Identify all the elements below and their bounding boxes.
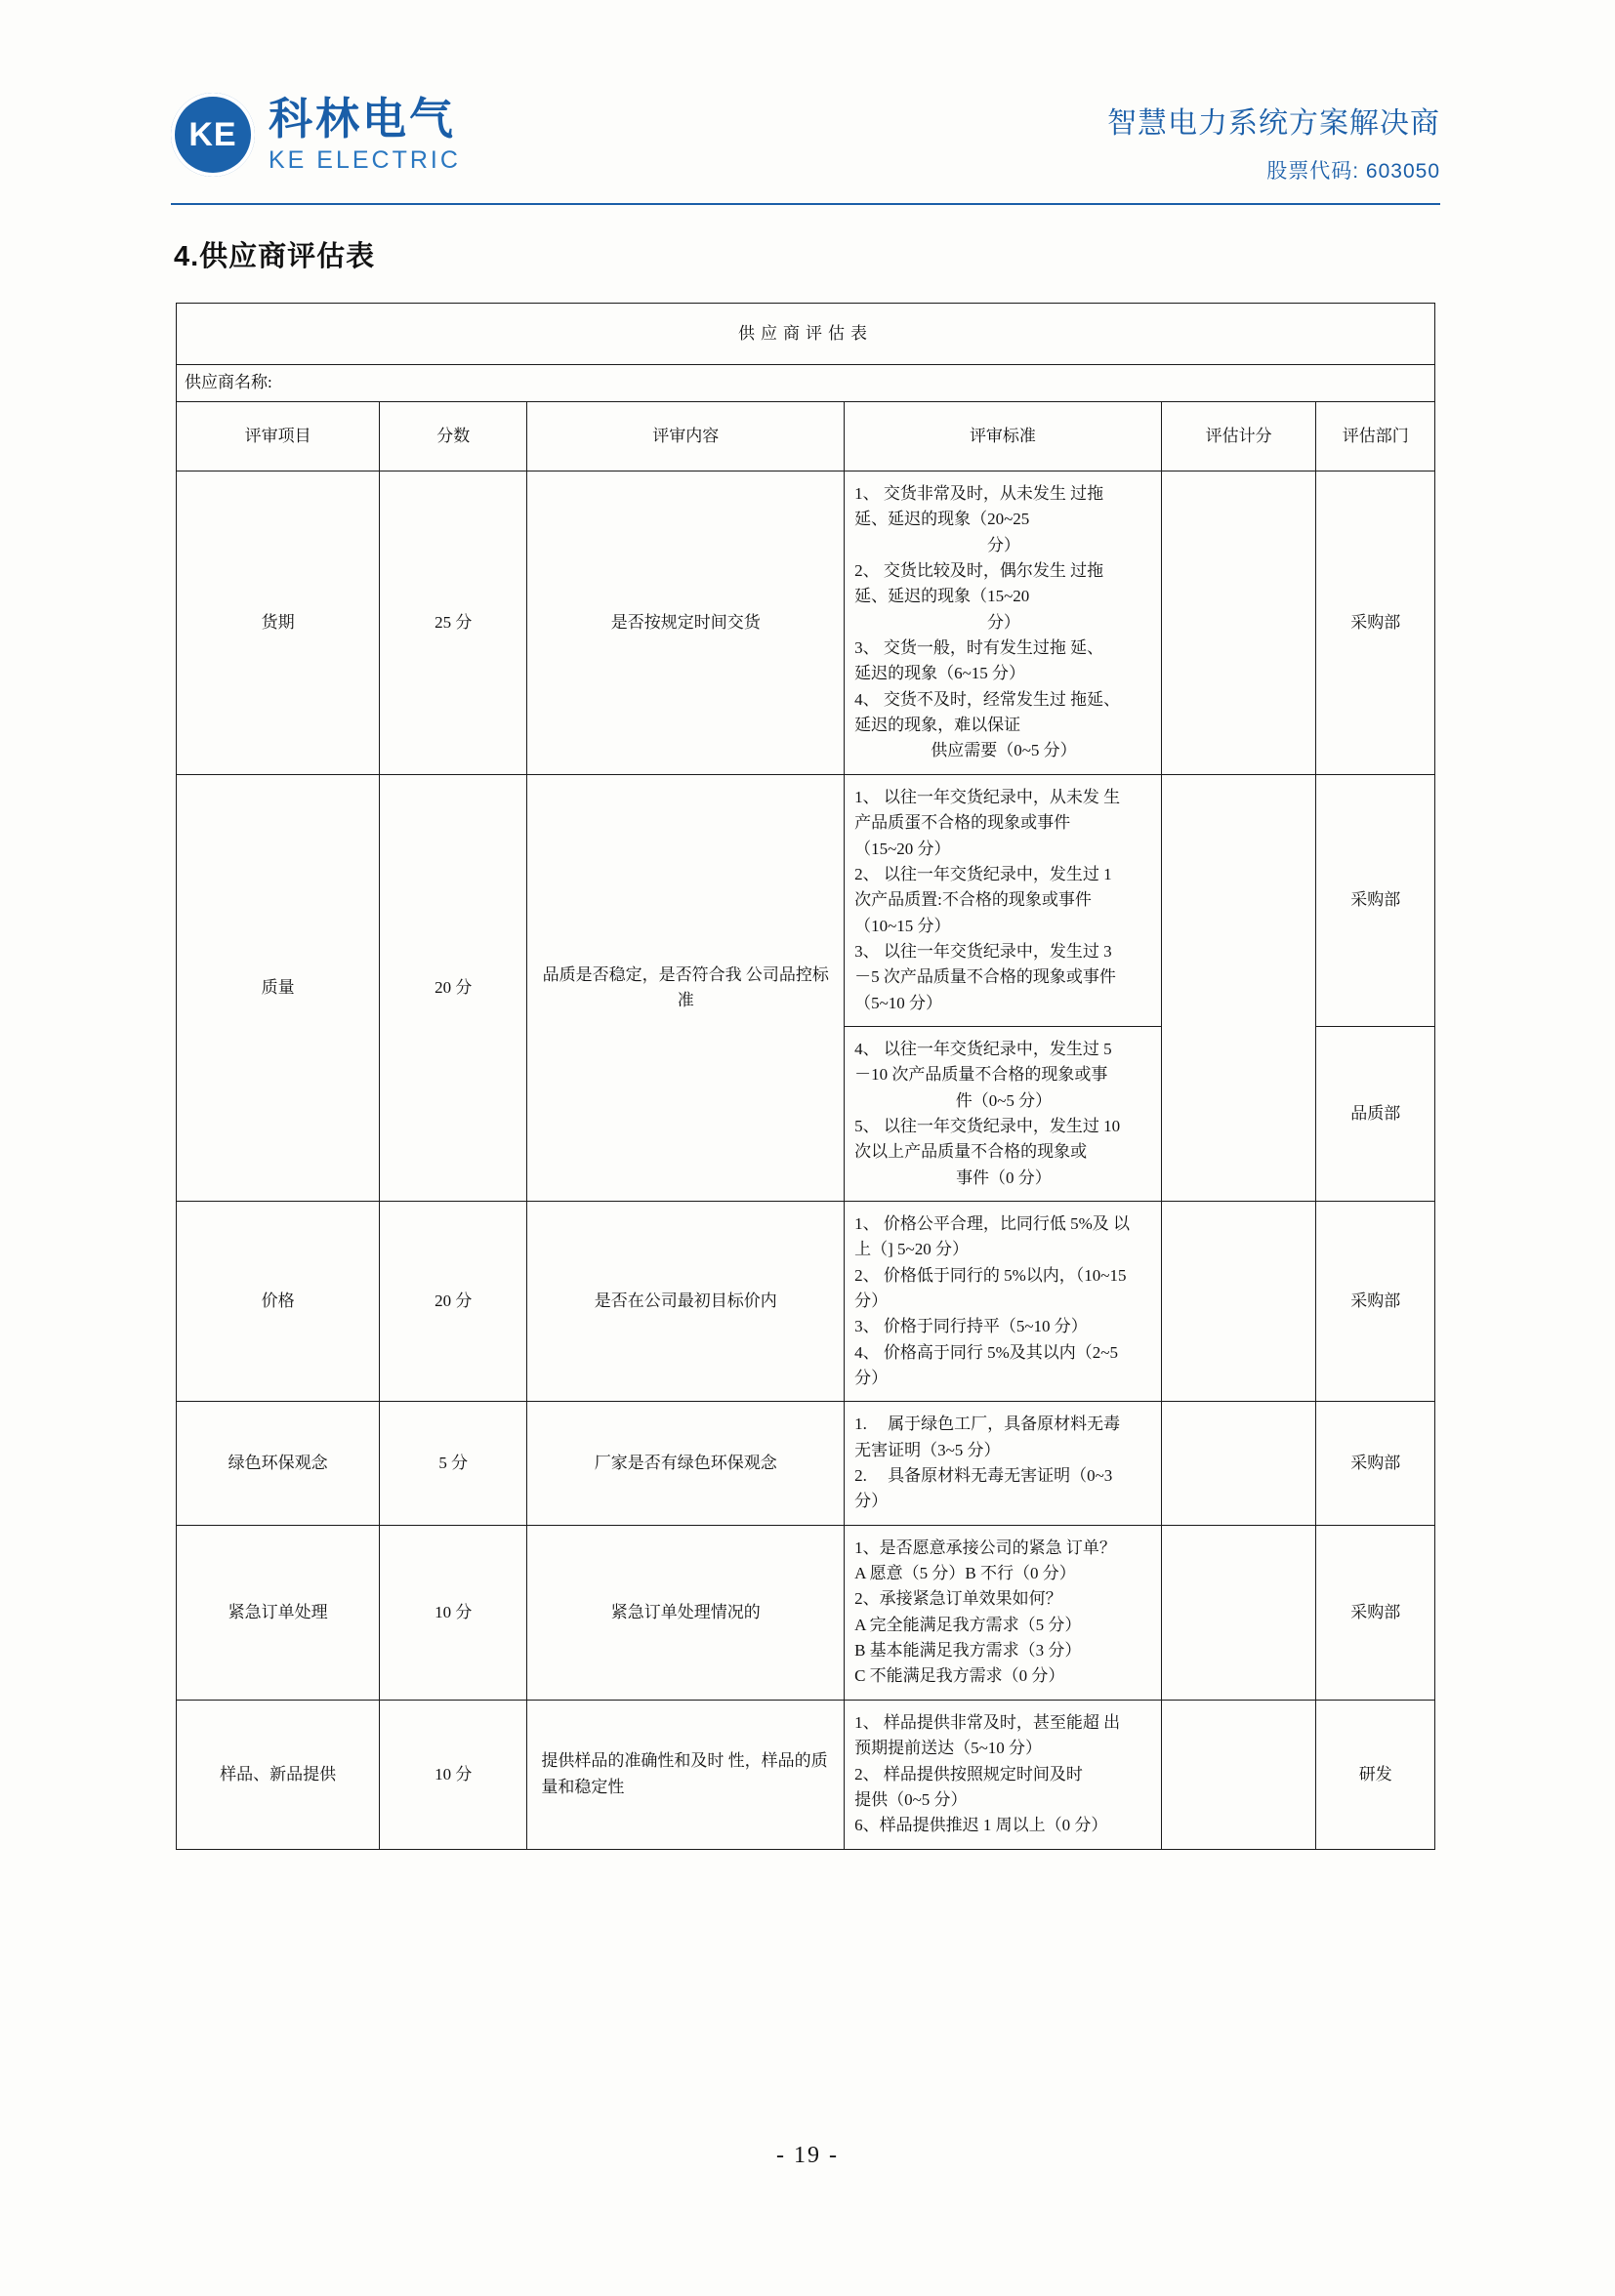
row-content: 厂家是否有绿色环保观念 [527, 1402, 845, 1525]
std-line: 供应需要（0~5 分） [931, 741, 1077, 760]
logo-name-cn: 科林电气 [269, 94, 457, 144]
row-calc[interactable] [1161, 1525, 1316, 1700]
std-line: 延迟的现象（6~15 分） [854, 664, 1026, 683]
company-slogan: 智慧电力系统方案解决商 [1107, 107, 1440, 140]
page-header [171, 93, 1440, 185]
row-standard [845, 1402, 1162, 1525]
table-row [177, 1525, 1435, 1700]
row-content: 紧急订单处理情况的 [527, 1525, 845, 1700]
logo-text [269, 94, 461, 174]
std-line: 上（] 5~20 分） [854, 1240, 969, 1259]
std-line: 1、 以往一年交货纪录中，从未发 生 [854, 787, 1121, 806]
row-standard [845, 1700, 1162, 1849]
std-line: 2、 以往一年交货纪录中，发生过 1 [854, 864, 1112, 883]
table-title: 供应商评估表 [177, 304, 1435, 365]
std-line: 预期提前送达（5~10 分） [854, 1739, 1043, 1758]
row-item: 货期 [177, 472, 380, 775]
std-line: 3、 价格于同行持平（5~10 分） [854, 1317, 1088, 1336]
std-line: 1、 价格公平合理，比同行低 5%及 以 [854, 1213, 1131, 1233]
row-score: 10 分 [380, 1525, 527, 1700]
row-content: 是否按规定时间交货 [527, 472, 845, 775]
row-item: 样品、新品提供 [177, 1700, 380, 1849]
std-line: 1、 交货非常及时，从未发生 过拖 [854, 484, 1104, 504]
header-item: 评审项目 [177, 401, 380, 471]
row-dept: 采购部 [1316, 472, 1435, 775]
row-standard [845, 472, 1162, 775]
row-dept: 采购部 [1316, 1201, 1435, 1401]
std-line: 3、 以往一年交货纪录中，发生过 3 [854, 941, 1112, 961]
row-content: 是否在公司最初目标价内 [527, 1201, 845, 1401]
row-content: 品质是否稳定，是否符合我 公司品控标准 [527, 774, 845, 1201]
std-line: 无害证明（3~5 分） [854, 1440, 1001, 1459]
std-line: 6、样品提供推迟 1 周以上（0 分） [854, 1816, 1108, 1835]
row-score: 20 分 [380, 1201, 527, 1401]
supplier-name-row [177, 365, 1435, 401]
std-line: 4、 价格高于同行 5%及其以内（2~5 [854, 1342, 1118, 1362]
row-standard [845, 774, 1162, 1026]
row-dept: 品质部 [1316, 1026, 1435, 1201]
header-standard: 评审标准 [845, 401, 1162, 471]
std-line: （10~15 分） [854, 916, 951, 935]
supplier-name-field[interactable]: 供应商名称: [177, 365, 1435, 401]
std-line: 3、 交货一般，时有发生过拖 延、 [854, 638, 1104, 658]
row-item: 紧急订单处理 [177, 1525, 380, 1700]
header-score: 分数 [380, 401, 527, 471]
section-title: 4.供应商评估表 [174, 241, 376, 272]
std-line: 1. 属于绿色工厂，具备原材料无毒 [854, 1414, 1121, 1434]
std-line: 产品质蛋不合格的现象或事件 [854, 813, 1071, 833]
std-line: 提供（0~5 分） [854, 1789, 968, 1809]
std-line: 分） [854, 1292, 889, 1310]
row-calc[interactable] [1161, 472, 1316, 775]
table-row [177, 472, 1435, 775]
row-dept: 采购部 [1316, 1402, 1435, 1525]
std-line: 4、 以往一年交货纪录中，发生过 5 [854, 1039, 1112, 1058]
stock-code: 股票代码: 603050 [1266, 160, 1440, 183]
page-number: - 19 - [776, 2143, 839, 2168]
row-standard [845, 1525, 1162, 1700]
std-line: 2、 价格低于同行的 5%以内，（10~15 [854, 1265, 1127, 1285]
std-line: （5~10 分） [854, 993, 943, 1012]
std-line: A 完全能满足我方需求（5 分） [854, 1615, 1082, 1634]
table-header-row [177, 401, 1435, 471]
std-line: 次以上产品质量不合格的现象或 [854, 1142, 1088, 1162]
row-score: 20 分 [380, 774, 527, 1201]
std-line: 延、延迟的现象（20~25 [854, 510, 1030, 529]
row-dept: 采购部 [1316, 774, 1435, 1026]
std-line: 分） [854, 1369, 889, 1388]
std-line: B 基本能满足我方需求（3 分） [854, 1641, 1082, 1660]
std-line: －5 次产品质量不合格的现象或事件 [854, 967, 1116, 987]
table-row [177, 774, 1435, 1026]
row-item: 质量 [177, 774, 380, 1201]
std-line: 件（0~5 分） [955, 1090, 1053, 1110]
std-line: －10 次产品质量不合格的现象或事 [854, 1065, 1108, 1085]
std-line: 延迟的现象，难以保证 [854, 716, 1021, 735]
row-calc[interactable] [1161, 1402, 1316, 1525]
row-calc[interactable] [1161, 1201, 1316, 1401]
row-standard [845, 1026, 1162, 1201]
row-dept: 研发 [1316, 1700, 1435, 1849]
row-score: 25 分 [380, 472, 527, 775]
company-logo [171, 93, 461, 177]
row-calc[interactable] [1161, 1700, 1316, 1849]
std-line: 2. 具备原材料无毒无害证明（0~3 [854, 1466, 1113, 1486]
std-line: A 愿意（5 分）B 不行（0 分） [854, 1564, 1076, 1583]
row-score: 5 分 [380, 1402, 527, 1525]
std-line: 2、 样品提供按照规定时间及时 [854, 1764, 1083, 1784]
supplier-evaluation-table [176, 303, 1435, 1850]
row-item: 绿色环保观念 [177, 1402, 380, 1525]
row-standard [845, 1201, 1162, 1401]
std-line: 4、 交货不及时，经常发生过 拖延、 [854, 689, 1121, 709]
std-line: 事件（0 分） [956, 1168, 1052, 1187]
row-content: 提供样品的准确性和及时 性，样品的质量和稳定性 [527, 1700, 845, 1849]
std-line: C 不能满足我方需求（0 分） [854, 1666, 1065, 1686]
std-line: 1、是否愿意承接公司的紧急 订单？ [854, 1538, 1116, 1557]
header-right [1107, 99, 1440, 184]
row-calc[interactable] [1161, 774, 1316, 1201]
std-line: 5、 以往一年交货纪录中，发生过 10 [854, 1116, 1121, 1135]
std-line: 2、 交货比较及时，偶尔发生 过拖 [854, 561, 1104, 581]
std-line: （15~20 分） [854, 839, 951, 858]
std-line: 2、承接紧急订单效果如何？ [854, 1589, 1062, 1609]
header-content: 评审内容 [527, 401, 845, 471]
header-calc: 评估计分 [1161, 401, 1316, 471]
table-row [177, 1201, 1435, 1401]
header-dept: 评估部门 [1316, 401, 1435, 471]
table-row [177, 1700, 1435, 1849]
evaluation-table-wrapper [176, 303, 1435, 1850]
table-title-row [177, 304, 1435, 365]
header-divider [171, 203, 1440, 205]
table-row [177, 1402, 1435, 1525]
std-line: 1、 样品提供非常及时，甚至能超 出 [854, 1712, 1121, 1732]
std-line: 分） [986, 612, 1020, 632]
row-item: 价格 [177, 1201, 380, 1401]
row-dept: 采购部 [1316, 1525, 1435, 1700]
std-line: 延、延迟的现象（15~20 [854, 587, 1030, 606]
logo-mark-icon: KE [171, 93, 255, 177]
std-line: 次产品质置:不合格的现象或事件 [854, 890, 1092, 910]
logo-name-en: KE ELECTRIC [269, 146, 461, 174]
std-line: 分） [986, 535, 1020, 554]
row-score: 10 分 [380, 1700, 527, 1849]
std-line: 分） [854, 1492, 889, 1511]
